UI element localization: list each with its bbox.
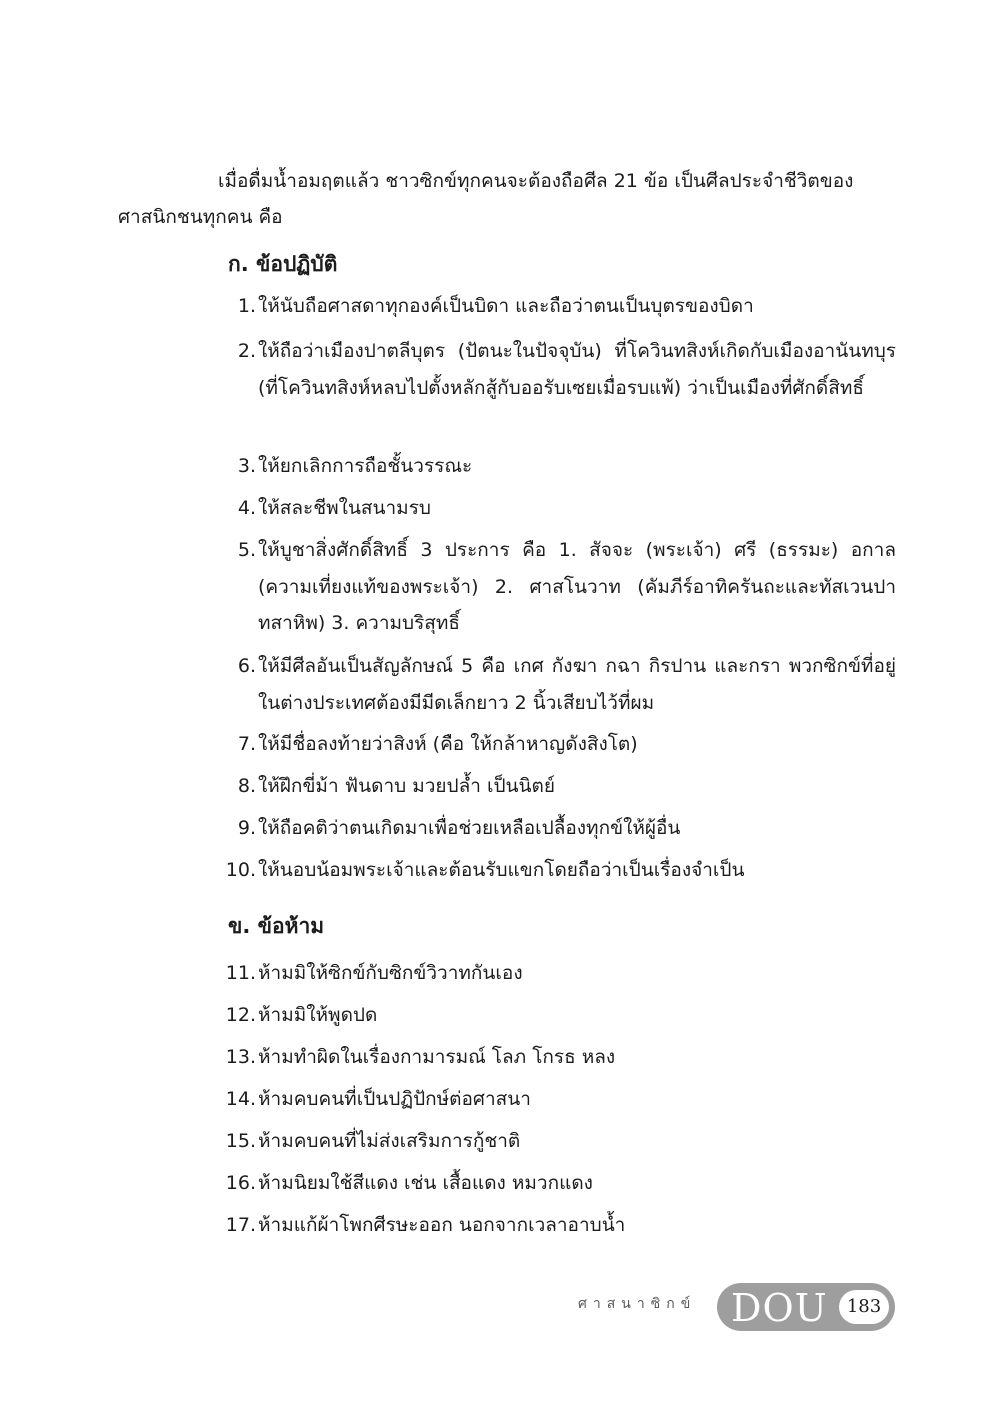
item-text: ให้นอบน้อมพระเจ้าและต้อนรับแขกโดยถือว่าเป็นเรื่องจำเป็น [258, 859, 745, 881]
intro-line-2: ศาสนิกชนทุกคน คือ [118, 206, 283, 228]
item-number: 6. [237, 655, 256, 677]
item-text: ให้สละชีพในสนามรบ [258, 497, 431, 519]
item-number: 14. [225, 1088, 256, 1110]
list-item [218, 333, 896, 406]
item-text: ห้ามนิยมใช้สีแดง เช่น เสื้อแดง หมวกแดง [258, 1172, 593, 1194]
dou-logo: DOU [731, 1286, 828, 1330]
list-item [218, 997, 896, 1034]
item-number: 17. [225, 1214, 256, 1236]
item-text: ห้ามมิให้พูดปด [258, 1004, 378, 1026]
item-number: 8. [237, 775, 256, 797]
intro-line-1: เมื่อดื่มน้ำอมฤตแล้ว ชาวซิกข์ทุกคนจะต้องถือศีล 21 ข้อ เป็นศีลประจำชีวิตของ [218, 170, 854, 192]
list-item [218, 1165, 896, 1202]
item-text: ห้ามแก้ผ้าโพกศีรษะออก นอกจากเวลาอาบน้ำ [258, 1214, 626, 1236]
list-item [218, 1123, 896, 1160]
item-number: 7. [237, 733, 256, 755]
footer-logo-badge [717, 1283, 895, 1331]
list-item [218, 852, 896, 889]
item-text: ห้ามทำผิดในเรื่องกามารมณ์ โลภ โกรธ หลง [258, 1046, 616, 1068]
item-text: ให้ฝึกขี่ม้า ฟันดาบ มวยปล้ำ เป็นนิตย์ [258, 775, 555, 797]
list-item [218, 1081, 896, 1118]
list-item [218, 1207, 896, 1244]
item-text: ห้ามคบคนที่ไม่ส่งเสริมการกู้ชาติ [258, 1130, 521, 1152]
item-text: ให้มีศีลอันเป็นสัญลักษณ์ 5 คือ เกศ กังฆา กฉา กิรปาน และกรา พวกซิกข์ที่อยู่ในต่างประเทศต้องมีมีดเล็กยาว 2 นิ้วเสียบไว้ที่ผม [258, 655, 896, 714]
item-number: 4. [237, 497, 256, 519]
item-text: ให้บูชาสิ่งศักดิ์สิทธิ์ 3 ประการ คือ 1. สัจจะ (พระเจ้า) ศรี (ธรรมะ) อกาล (ความเที่ยงแท้ของพระเจ้า) 2. ศาสโนวาท (คัมภีร์อาทิครันถะและทัสเวนปาทสาหิพ) 3. ความบริสุทธิ์ [258, 539, 896, 634]
list-item [218, 448, 896, 485]
intro-paragraph [118, 163, 896, 235]
item-number: 9. [237, 817, 256, 839]
list-item [218, 955, 896, 992]
item-text: ให้มีชื่อลงท้ายว่าสิงห์ (คือ ให้กล้าหาญดังสิงโต) [258, 733, 638, 755]
list-item [218, 1039, 896, 1076]
section-b-heading: ข. ข้อห้าม [228, 914, 325, 938]
list-item [218, 768, 896, 805]
item-number: 3. [237, 455, 256, 477]
page-number: 183 [839, 1290, 889, 1324]
list-item [218, 288, 896, 325]
item-number: 12. [225, 1004, 256, 1026]
item-text: ให้ถือว่าเมืองปาตลีบุตร (ปัตนะในปัจจุบัน) ที่โควินทสิงห์เกิดกับเมืองอานันทบุร (ที่โควินทสิงห์หลบไปตั้งหลักสู้กับออรับเซยเมื่อรบแพ้) ว่าเป็นเมืองที่ศักดิ์สิทธิ์ [258, 340, 896, 399]
item-number: 5. [237, 539, 256, 561]
item-number: 16. [225, 1172, 256, 1194]
item-text: ให้ยกเลิกการถือชั้นวรรณะ [258, 455, 473, 477]
item-number: 1. [237, 295, 256, 317]
item-text: ให้ถือคติว่าตนเกิดมาเพื่อช่วยเหลือเปลื้องทุกข์ให้ผู้อื่น [258, 817, 681, 839]
item-number: 10. [225, 859, 256, 881]
item-number: 13. [225, 1046, 256, 1068]
list-item [218, 532, 896, 642]
section-a-heading: ก. ข้อปฏิบัติ [228, 252, 338, 276]
item-number: 11. [225, 962, 256, 984]
item-text: ห้ามคบคนที่เป็นปฏิปักษ์ต่อศาสนา [258, 1088, 531, 1110]
item-number: 15. [225, 1130, 256, 1152]
list-item [218, 810, 896, 847]
list-item [218, 490, 896, 527]
item-text: ให้นับถือศาสดาทุกองค์เป็นบิดา และถือว่าตนเป็นบุตรของบิดา [258, 295, 754, 317]
item-number: 2. [237, 340, 256, 362]
item-text: ห้ามมิให้ซิกข์กับซิกข์วิวาทกันเอง [258, 962, 523, 984]
running-footer-title: ศาสนาซิกข์ [578, 1296, 697, 1312]
list-item [218, 726, 896, 763]
list-item [218, 648, 896, 721]
